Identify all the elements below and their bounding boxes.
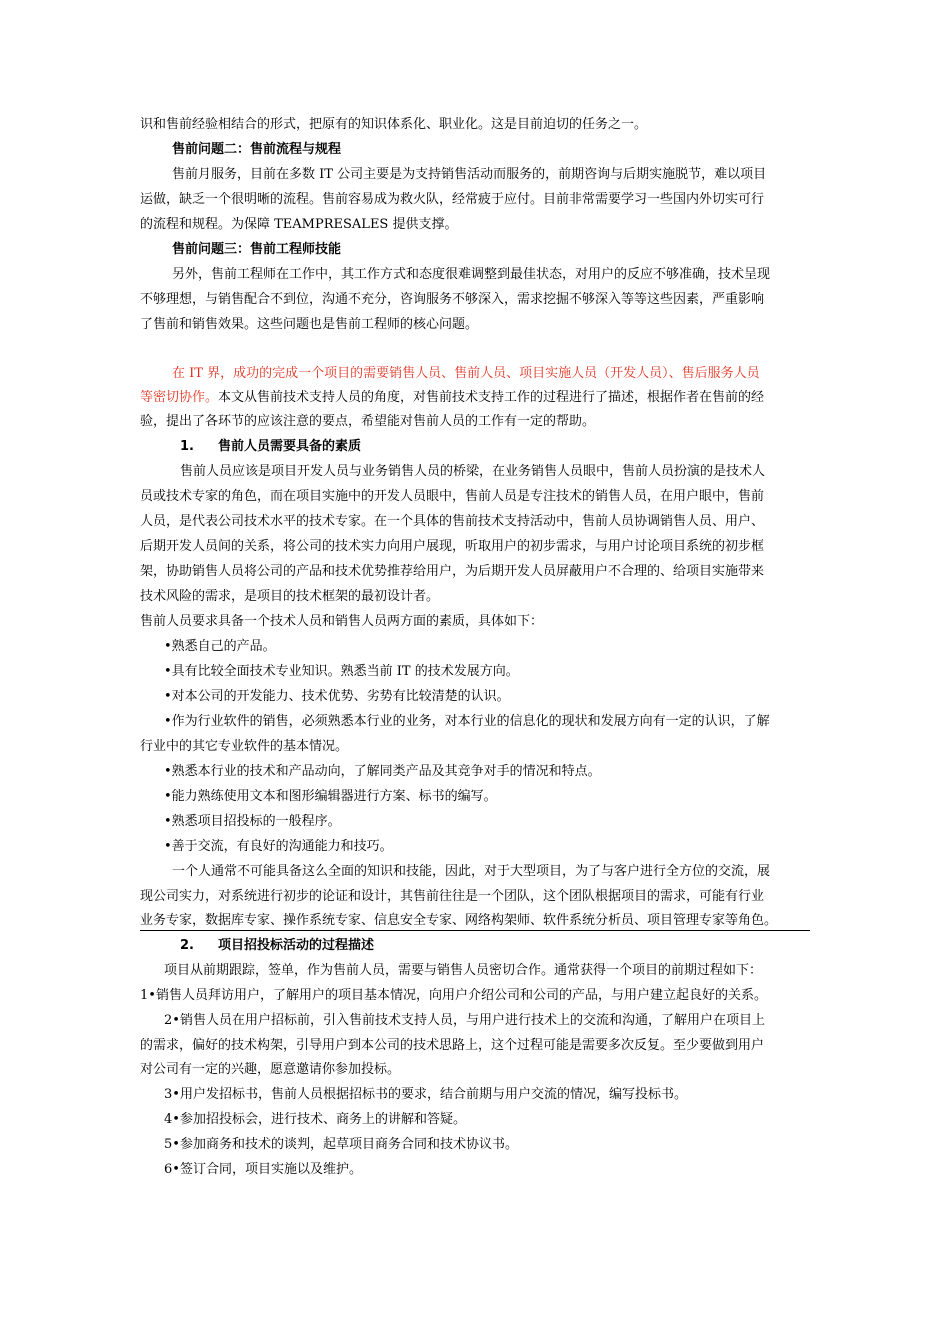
list-item: 4•参加招投标会，进行技术、商务上的讲解和答疑。 xyxy=(164,1112,466,1127)
paragraph-line: 验，提出了各环节的应该注意的要点，希望能对售前人员的工作有一定的帮助。 xyxy=(140,414,596,429)
list-item: 5•参加商务和技术的谈判，起草项目商务合同和技术协议书。 xyxy=(164,1137,518,1152)
list-item-continuation: 的需求，偏好的技术构架，引导用户到本公司的技术思路上，这个过程可能是需要多次反复。至少要做到用户 xyxy=(140,1038,765,1053)
paragraph-line: 项目从前期跟踪，签单，作为售前人员，需要与销售人员密切合作。通常获得一个项目的前期过程如下： xyxy=(164,963,763,978)
list-item-continuation: 行业中的其它专业软件的基本情况。 xyxy=(140,739,349,754)
horizontal-rule xyxy=(140,930,810,931)
paragraph-line: 了售前和销售效果。这些问题也是售前工程师的核心问题。 xyxy=(140,317,479,332)
paragraph-line xyxy=(140,389,764,407)
list-item: •熟悉自己的产品。 xyxy=(164,639,276,654)
heading-number: 2. xyxy=(180,938,194,953)
section-heading: 售前问题三：售前工程师技能 xyxy=(172,242,342,257)
section-heading: 售前问题二：售前流程与规程 xyxy=(172,142,342,157)
paragraph-line: 不够理想，与销售配合不到位，沟通不充分，咨询服务不够深入，需求挖掘不够深入等等这些因素，严重影响 xyxy=(140,292,765,307)
section-heading: 售前人员需要具备的素质 xyxy=(218,439,362,454)
list-item: •能力熟练使用文本和图形编辑器进行方案、标书的编写。 xyxy=(164,789,497,804)
paragraph-line: 售前月服务，目前在多数 IT 公司主要是为支持销售活动而服务的，前期咨询与后期实施脱节，难以项目 xyxy=(172,167,767,182)
list-item: •具有比较全面技术专业知识。熟悉当前 IT 的技术发展方向。 xyxy=(164,664,519,679)
list-item: •熟悉本行业的技术和产品动向，了解同类产品及其竞争对手的情况和特点。 xyxy=(164,764,601,779)
paragraph-line: 识和售前经验相结合的形式，把原有的知识体系化、职业化。这是目前迫切的任务之一。 xyxy=(140,117,648,132)
list-item: •作为行业软件的销售，必须熟悉本行业的业务，对本行业的信息化的现状和发展方向有一定的认识，了解 xyxy=(164,714,770,729)
paragraph-line: 运做，缺乏一个很明晰的流程。售前容易成为救火队，经常疲于应付。目前非常需要学习一些国内外切实可行 xyxy=(140,192,765,207)
paragraph-text: 本文从售前技术支持人员的角度，对售前技术支持工作的过程进行了描述，根据作者在售前的经 xyxy=(218,390,765,405)
list-item: 3•用户发招标书，售前人员根据招标书的要求，结合前期与用户交流的情况，编写投标书。 xyxy=(164,1087,687,1102)
heading-number: 1. xyxy=(180,439,194,454)
paragraph-line: 员或技术专家的角色，而在项目实施中的开发人员眼中，售前人员是专注技术的销售人员，在用户眼中，售前 xyxy=(140,489,765,504)
paragraph-line: 售前人员要求具备一个技术人员和销售人员两方面的素质，具体如下： xyxy=(140,614,544,629)
list-item-continuation: 对公司有一定的兴趣，愿意邀请你参加投标。 xyxy=(140,1062,401,1077)
paragraph-line: 现公司实力，对系统进行初步的论证和设计，其售前往往是一个团队，这个团队根据项目的需求，可能有行业 xyxy=(140,889,765,904)
section-heading: 项目招投标活动的过程描述 xyxy=(218,938,375,953)
list-item: 2•销售人员在用户招标前，引入售前技术支持人员，与用户进行技术上的交流和沟通，了解用户在项目上 xyxy=(164,1013,765,1028)
list-item: •熟悉项目招投标的一般程序。 xyxy=(164,814,341,829)
paragraph-line: 技术风险的需求，是项目的技术框架的最初设计者。 xyxy=(140,589,440,604)
list-item: •善于交流，有良好的沟通能力和技巧。 xyxy=(164,839,393,854)
paragraph-line: 后期开发人员间的关系，将公司的技术实力向用户展现，听取用户的初步需求，与用户讨论项目系统的初步框 xyxy=(140,539,765,554)
list-item: 6•签订合同，项目实施以及维护。 xyxy=(164,1162,362,1177)
paragraph-line: 一个人通常不可能具备这么全面的知识和技能，因此，对于大型项目，为了与客户进行全方位的交流，展 xyxy=(172,864,771,879)
paragraph-line: 售前人员应该是项目开发人员与业务销售人员的桥梁，在业务销售人员眼中，售前人员扮演的是技术人 xyxy=(180,464,766,479)
list-item: 1•销售人员拜访用户，了解用户的项目基本情况，向用户介绍公司和公司的产品，与用户建立起良好的关系。 xyxy=(140,988,767,1003)
highlight-text: 等密切协作。 xyxy=(140,390,219,405)
paragraph-line: 架，协助销售人员将公司的产品和技术优势推荐给用户，为后期开发人员屏蔽用户不合理的、给项目实施带来 xyxy=(140,564,765,579)
paragraph-line: 业务专家，数据库专家、操作系统专家、信息安全专家、网络构架师、软件系统分析员、项目管理专家等角色。 xyxy=(140,913,778,928)
highlight-line: 在 IT 界，成功的完成一个项目的需要销售人员、售前人员、项目实施人员（开发人员）、售后服务人员 xyxy=(172,366,760,381)
paragraph-line: 人员，是代表公司技术水平的技术专家。在一个具体的售前技术支持活动中，售前人员协调销售人员、用户、 xyxy=(140,514,765,529)
list-item: •对本公司的开发能力、技术优势、劣势有比较清楚的认识。 xyxy=(164,689,510,704)
paragraph-line: 另外，售前工程师在工作中，其工作方式和态度很难调整到最佳状态，对用户的反应不够准确，技术呈现 xyxy=(172,267,771,282)
paragraph-line: 的流程和规程。为保障 TEAMPRESALES 提供支撑。 xyxy=(140,217,458,232)
